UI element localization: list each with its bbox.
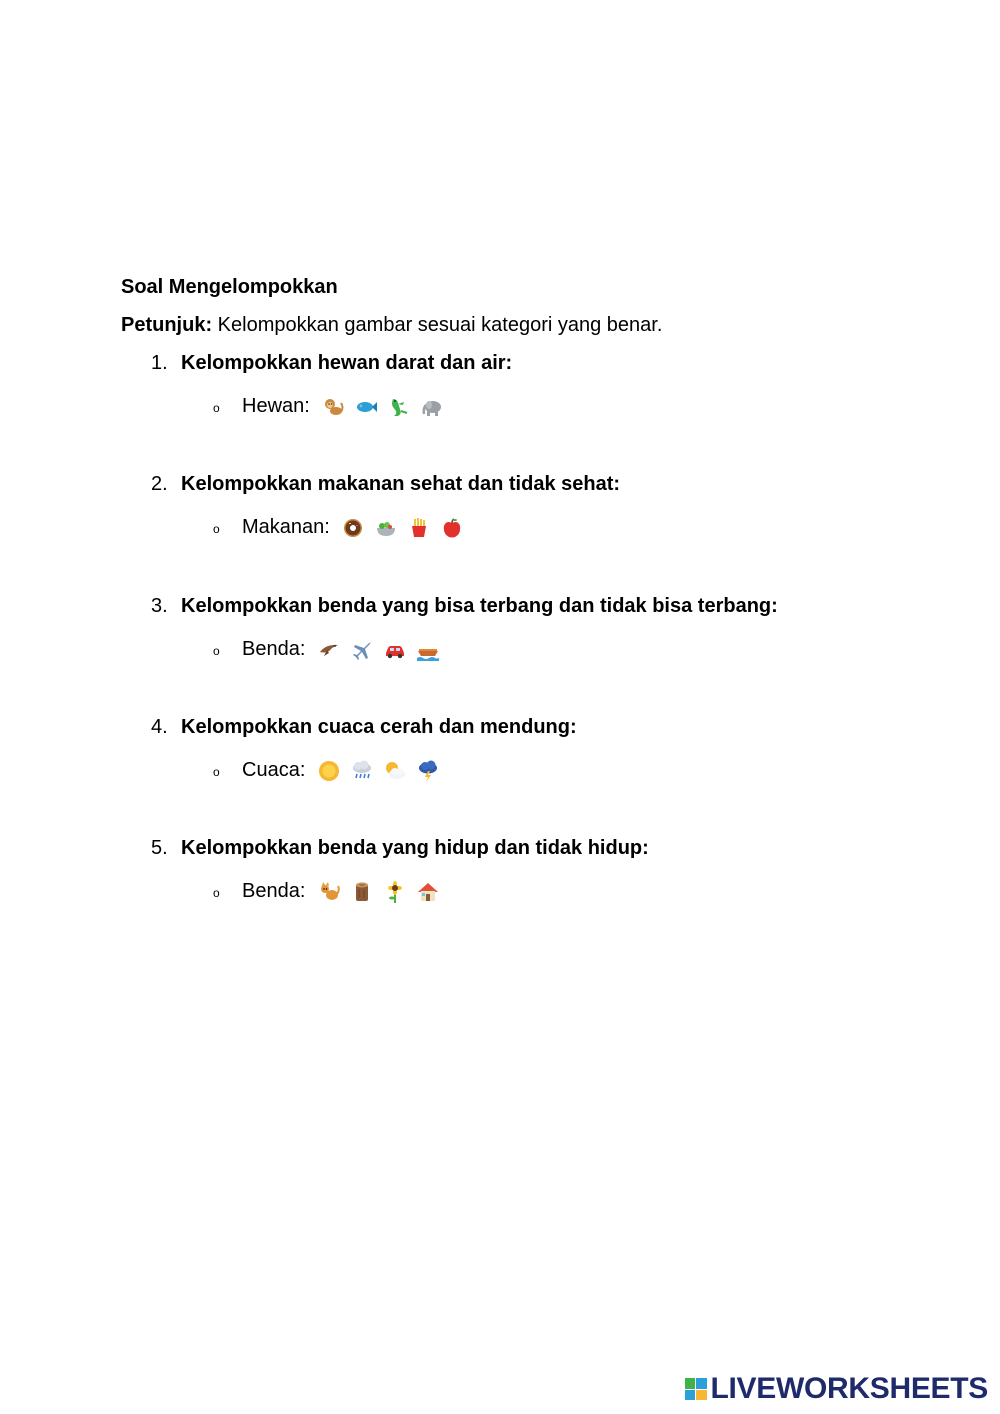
fish-icon[interactable] [354, 395, 378, 419]
car-icon[interactable] [383, 638, 407, 662]
question-number: 1. [151, 352, 168, 374]
question-4 [121, 714, 881, 784]
question-text: Kelompokkan benda yang hidup dan tidak hidup: [181, 837, 649, 859]
fries-icon[interactable] [407, 516, 431, 540]
question-items [121, 756, 881, 784]
instruction [121, 312, 881, 338]
bullet-icon: o [213, 522, 220, 536]
donut-icon[interactable] [341, 516, 365, 540]
storm-cloud-icon[interactable] [416, 759, 440, 783]
question-items [121, 513, 881, 541]
question-5 [121, 835, 881, 905]
sunflower-icon[interactable] [383, 880, 407, 904]
house-icon[interactable] [416, 880, 440, 904]
item-label: Hewan: [242, 395, 310, 417]
bullet-icon: o [213, 644, 220, 658]
bullet-icon: o [213, 886, 220, 900]
question-items [121, 635, 881, 663]
question-items [121, 877, 881, 905]
crocodile-icon[interactable] [387, 395, 411, 419]
worksheet [121, 274, 881, 905]
question-text: Kelompokkan benda yang bisa terbang dan tidak bisa terbang: [181, 595, 778, 617]
question-2 [121, 471, 881, 541]
question-items [121, 392, 881, 420]
item-label: Makanan: [242, 516, 330, 538]
question-number: 5. [151, 837, 168, 859]
apple-icon[interactable] [440, 516, 464, 540]
question-number: 3. [151, 595, 168, 617]
elephant-icon[interactable] [420, 395, 444, 419]
sun-behind-cloud-icon[interactable] [383, 759, 407, 783]
instruction-text: Kelompokkan gambar sesuai kategori yang benar. [212, 314, 663, 336]
question-number: 2. [151, 473, 168, 495]
question-1 [121, 350, 881, 420]
monkey-icon[interactable] [321, 395, 345, 419]
question-3 [121, 593, 881, 663]
bird-icon[interactable] [317, 638, 341, 662]
item-label: Cuaca: [242, 759, 306, 781]
boat-icon[interactable] [416, 638, 440, 662]
bullet-icon: o [213, 765, 220, 779]
item-label: Benda: [242, 638, 306, 660]
liveworksheets-logo[interactable] [685, 1372, 989, 1406]
cat-icon[interactable] [317, 880, 341, 904]
sun-icon[interactable] [317, 759, 341, 783]
airplane-icon[interactable] [350, 638, 374, 662]
page-title: Soal Mengelompokkan [121, 276, 338, 298]
bullet-icon: o [213, 401, 220, 415]
salad-icon[interactable] [374, 516, 398, 540]
question-text: Kelompokkan makanan sehat dan tidak sehat: [181, 473, 621, 495]
question-number: 4. [151, 716, 168, 738]
instruction-label: Petunjuk: [121, 314, 213, 336]
logo-text: LIVEWORKSHEETS [710, 1372, 988, 1405]
rain-cloud-icon[interactable] [350, 759, 374, 783]
liveworksheets-logo-icon [685, 1378, 707, 1400]
question-text: Kelompokkan hewan darat dan air: [181, 352, 513, 374]
wood-log-icon[interactable] [350, 880, 374, 904]
item-label: Benda: [242, 880, 306, 902]
question-text: Kelompokkan cuaca cerah dan mendung: [181, 716, 577, 738]
